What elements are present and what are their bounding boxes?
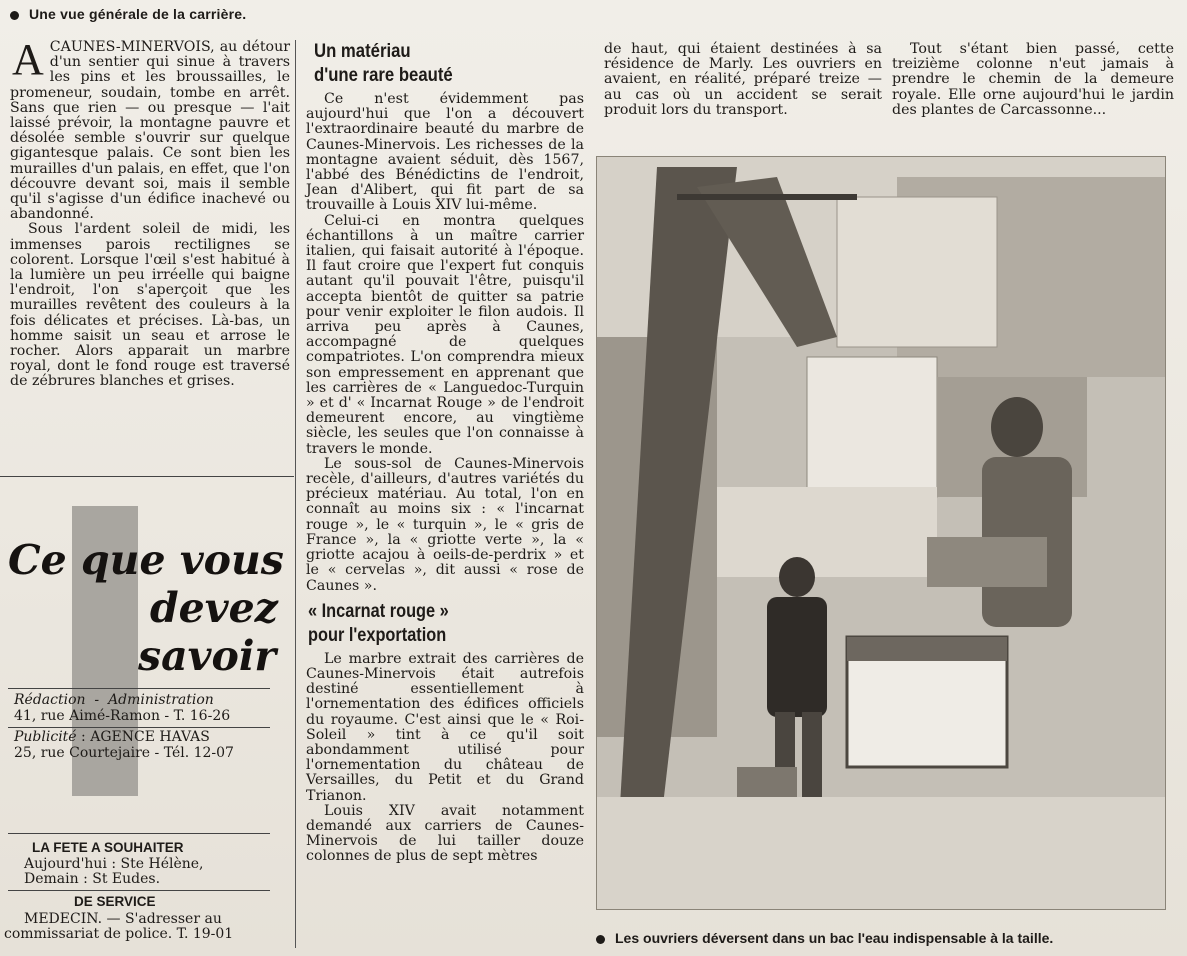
service-title: DE SERVICE bbox=[74, 894, 156, 909]
quarry-photo bbox=[596, 156, 1166, 910]
box-rule bbox=[8, 727, 270, 728]
article-paragraph-5: Le sous-sol de Caunes-Minervois recèle, d'ailleurs, d'autres variétés du précieux matériau. Au total, l'on en connaît au moins six : « l'incarnat rouge », le « turquin », le « gris de France », la « griotte verte », la « griotte acajou à oeils-de-perdrix » et le « cervelas », dit aussi « rose de Caunes ». bbox=[306, 455, 584, 594]
section-divider bbox=[0, 476, 294, 477]
article-paragraph-1: ACAUNES-MINERVOIS, au détour d'un sentier qui sinue à travers les pins et les broussailles, le promeneur, soudain, tombe en arrêt. Sans que rien — ou presque — l'ait laissé prévoir, la montagne pauvre et désolée semble s'ouvrir sur quelque gigantesque palais. Ce sont bien les murailles d'un palais, en effet, que l'on découvre devant soi, mais il semble qu'il s'agisse d'un édifice inachevé ou abandonné. bbox=[10, 35, 290, 223]
box-rule bbox=[8, 833, 270, 834]
box-title-line-2: devez bbox=[150, 584, 278, 632]
bullet-icon bbox=[596, 935, 605, 944]
heading-2-line-1: « Incarnat rouge » bbox=[308, 600, 449, 622]
heading-1-line-2: d'une rare beauté bbox=[314, 65, 453, 86]
fete-title: LA FETE A SOUHAITER bbox=[32, 840, 184, 855]
article-paragraph-3: Ce n'est évidemment pas aujourd'hui que l'on a découvert l'extraordinaire beauté du marbre de Caunes-Minervois. Les richesses de la montagne avaient séduit, dès 1567, l'abbé des Bénédictins de l'endroit, Jean d'Alibert, qui fit part de sa trouvaille à Louis XIV lui-même. bbox=[306, 91, 584, 214]
article-column-3 bbox=[604, 42, 882, 118]
article-paragraph-2: Sous l'ardent soleil de midi, les immenses parois rectilignes se colorent. Lorsque l'œil s'est habitué à la lumière un peu irréelle qui baigne l'endroit, l'on s'aperçoit que les murailles revêtent des couleurs à la fois délicates et précises. Là-bas, un homme saisit un seau et arrose le rocher. Alors apparait un marbre royal, dont le fond rouge est traversé de zébrures blanches et grises. bbox=[10, 221, 290, 390]
redaction-address: 41, rue Aimé-Ramon - T. 16-26 bbox=[14, 708, 231, 724]
article-paragraph-6: Le marbre extrait des carrières de Caunes-Minervois était autrefois destiné essentiellement à l'ornementation des édifices officiels du royaume. C'est ainsi que le « Roi-Soleil » tint à ce qu'il soit abondamment utilisé pour l'ornementation du château de Versailles, du Petit et du Grand Trianon. bbox=[306, 650, 584, 804]
medecin-line: MEDECIN. — S'adresser au bbox=[24, 911, 222, 927]
quarry-photo-illustration bbox=[597, 157, 1165, 909]
top-caption: Une vue générale de la carrière. bbox=[10, 6, 246, 22]
publicite-line: Publicité : AGENCE HAVAS bbox=[14, 729, 210, 745]
publicite-address: 25, rue Courtejaire - Tél. 12-07 bbox=[14, 745, 234, 761]
article-column-4 bbox=[892, 42, 1174, 118]
fete-tomorrow: Demain : St Eudes. bbox=[24, 871, 161, 887]
drop-cap: A bbox=[12, 35, 44, 84]
fete-today: Aujourd'hui : Ste Hélène, bbox=[24, 856, 204, 872]
box-rule bbox=[8, 890, 270, 891]
heading-1-line-1: Un matériau bbox=[314, 41, 411, 62]
bullet-icon bbox=[10, 11, 19, 20]
info-box bbox=[0, 478, 294, 956]
article-paragraph-9: Tout s'étant bien passé, cette treizième colonne n'eut jamais à prendre le chemin de la demeure royale. Elle orne aujourd'hui le jardin des plantes de Carcassonne... bbox=[892, 41, 1174, 118]
article-paragraph-7: Louis XIV avait notamment demandé aux carriers de Caunes-Minervois de lui tailler douze colonnes de plus de sept mètres bbox=[306, 802, 584, 865]
article-column-1 bbox=[10, 35, 290, 390]
box-title-line-3: savoir bbox=[138, 632, 276, 680]
article-paragraph-4: Celui-ci en montra quelques échantillons à un maître carrier italien, qui faisait autorité à l'époque. Il faut croire que l'expert fut conquis autant qu'il pouvait l'être, puisqu'il accepta bientôt de quitter sa patrie pour venir exploiter le filon audois. Il arriva peu après à Caunes, accompagné de quelques compatriotes. L'on comprendra mieux son empressement en apprenant que les carrières de « Languedoc-Turquin » et d' « Incarnat Rouge » de l'endroit demeurent encore, au vingtième siècle, les seules que l'on connaisse à travers le monde. bbox=[306, 212, 584, 457]
box-rule bbox=[8, 688, 270, 689]
commissariat-line: commissariat de police. T. 19-01 bbox=[4, 926, 234, 942]
article-paragraph-8: de haut, qui étaient destinées à sa résidence de Marly. Les ouvriers en avaient, en réalité, préparé treize — au cas où un accident se serait produit lors du transport. bbox=[604, 41, 882, 118]
redaction-label: Rédaction - Administration bbox=[14, 692, 214, 708]
column-divider bbox=[295, 40, 296, 948]
box-title-line-1: Ce que vous bbox=[8, 536, 284, 584]
photo-caption: Les ouvriers déversent dans un bac l'eau indispensable à la taille. bbox=[596, 930, 1053, 946]
article-column-2 bbox=[306, 40, 584, 865]
heading-2-line-2: pour l'exportation bbox=[308, 624, 447, 646]
